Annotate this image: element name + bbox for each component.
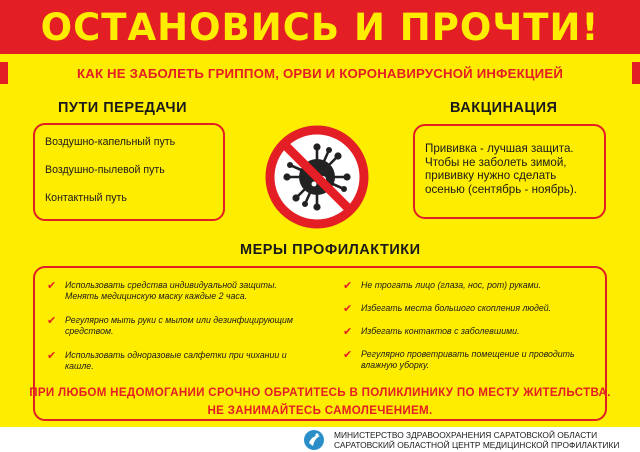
prevention-item: ✔ Использовать одноразовые салфетки при чихании и кашле. bbox=[47, 350, 287, 371]
transmission-box bbox=[33, 123, 225, 221]
poster-title: ОСТАНОВИСЬ И ПРОЧТИ! bbox=[40, 5, 600, 49]
poster-subtitle: КАК НЕ ЗАБОЛЕТЬ ГРИППОМ, ОРВИ И КОРОНАВИРУСНОЙ ИНФЕКЦИЕЙ bbox=[76, 65, 564, 81]
footer-line-2: САРАТОВСКИЙ ОБЛАСТНОЙ ЦЕНТР МЕДИЦИНСКОЙ ПРОФИЛАКТИКИ bbox=[334, 440, 620, 450]
vaccination-line: Чтобы не заболеть зимой, bbox=[425, 155, 567, 169]
prevention-column-right bbox=[343, 276, 603, 371]
footer-line-1: МИНИСТЕРСТВО ЗДРАВООХРАНЕНИЯ САРАТОВСКОЙ ОБЛАСТИ bbox=[334, 430, 598, 440]
prevention-item: ✔ Не трогать лицо (глаза, нос, рот) руками. bbox=[343, 280, 541, 292]
checkmark-icon: ✔ bbox=[343, 280, 353, 292]
vaccination-line: осенью (сентябрь - ноябрь). bbox=[425, 182, 577, 196]
prevention-item: ✔ Использовать средства индивидуальной защиты. Менять медицинскую маску каждые 2 часа. bbox=[47, 280, 277, 301]
checkmark-icon: ✔ bbox=[343, 326, 353, 338]
transmission-item: Контактный путь bbox=[45, 192, 127, 204]
checkmark-icon: ✔ bbox=[47, 280, 57, 292]
prevention-heading: МЕРЫ ПРОФИЛАКТИКИ bbox=[240, 242, 421, 258]
prevention-item: ✔ Избегать места большого скопления людей. bbox=[343, 303, 552, 315]
footer bbox=[0, 427, 640, 452]
footer-text bbox=[334, 430, 619, 450]
ministry-logo-icon bbox=[303, 429, 325, 451]
transmission-item: Воздушно-пылевой путь bbox=[45, 164, 165, 176]
poster-body bbox=[0, 54, 640, 427]
checkmark-icon: ✔ bbox=[47, 350, 57, 362]
checkmark-icon: ✔ bbox=[343, 349, 353, 361]
virus-prohibited-icon bbox=[262, 124, 372, 230]
header-banner bbox=[0, 0, 640, 54]
warning-line-2: НЕ ЗАНИМАЙТЕСЬ САМОЛЕЧЕНИЕМ. bbox=[207, 404, 433, 417]
transmission-heading: ПУТИ ПЕРЕДАЧИ bbox=[58, 100, 187, 116]
checkmark-icon: ✔ bbox=[343, 303, 353, 315]
prevention-item: ✔ Избегать контактов с заболевшими. bbox=[343, 326, 520, 338]
warning-line-1: ПРИ ЛЮБОМ НЕДОМОГАНИИ СРОЧНО ОБРАТИТЕСЬ В ПОЛИКЛИНИКУ ПО МЕСТУ ЖИТЕЛЬСТВА. bbox=[29, 386, 611, 399]
checkmark-icon: ✔ bbox=[47, 315, 57, 327]
vaccination-line: Прививка - лучшая защита. bbox=[425, 142, 574, 155]
vaccination-line: прививку нужно сделать bbox=[425, 169, 557, 182]
prevention-column-left bbox=[47, 276, 337, 372]
vaccination-heading: ВАКЦИНАЦИЯ bbox=[450, 100, 558, 116]
prevention-item: ✔ Регулярно мыть руки с мылом или дезинфицирующим средством. bbox=[47, 315, 293, 336]
transmission-item: Воздушно-капельный путь bbox=[45, 136, 176, 148]
prevention-item: ✔ Регулярно проветривать помещение и проводить влажную уборку. bbox=[343, 349, 575, 370]
subtitle-bar bbox=[0, 62, 640, 84]
vaccination-box bbox=[413, 124, 606, 219]
